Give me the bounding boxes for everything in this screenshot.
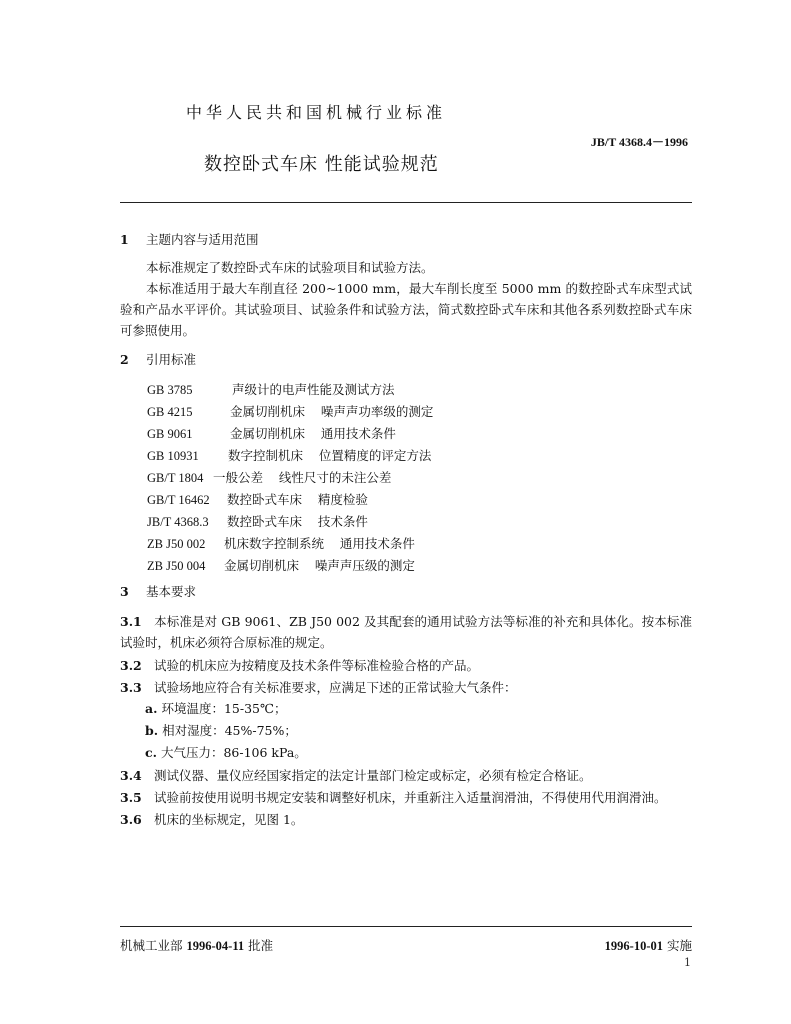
item-text: 大气压力：86-106 kPa。 xyxy=(160,745,307,760)
reference-title: 数字控制机床 位置精度的评定方法 xyxy=(228,448,432,463)
reference-title: 机床数字控制系统 通用技术条件 xyxy=(224,536,415,551)
clause-number: 3.4 xyxy=(120,768,142,783)
implementation-word: 实施 xyxy=(666,938,692,953)
section-number: 2 xyxy=(120,352,129,367)
reference-title: 金属切削机床 噪声声压级的测定 xyxy=(224,558,415,573)
clause-number: 3.3 xyxy=(120,680,142,695)
reference-title: 数控卧式车床 精度检验 xyxy=(227,492,368,507)
section-title: 主题内容与适用范围 xyxy=(146,232,259,247)
section-1-paragraph-2: 本标准适用于最大车削直径 200~1000 mm，最大车削长度至 5000 mm 的数控卧式车床型式试验和产品水平评价。其试验项目、试验条件和试验方法，简式数控卧式车床和其他各系列数控卧式车床可参照使用。 xyxy=(120,281,692,338)
section-title: 基本要求 xyxy=(146,584,197,599)
footer-rule xyxy=(120,926,692,927)
clause-3-4 xyxy=(120,765,692,786)
section-title: 引用标准 xyxy=(146,352,197,367)
item-letter: b. xyxy=(145,723,159,738)
document-title: 数控卧式车床 性能试验规范 xyxy=(204,154,439,175)
implementation-date: 1996-10-01 xyxy=(604,939,663,953)
item-letter: c. xyxy=(145,745,157,760)
organization-heading: 中华人民共和国机械行业标准 xyxy=(186,103,447,122)
clause-number: 3.6 xyxy=(120,812,142,827)
reference-title: 数控卧式车床 技术条件 xyxy=(227,514,368,529)
clause-text: 机床的坐标规定，见图 1。 xyxy=(154,812,304,827)
reference-row xyxy=(147,492,368,508)
reference-code: ZB J50 004 xyxy=(147,559,206,573)
reference-row xyxy=(147,404,433,420)
reference-code: GB 3785 xyxy=(147,383,193,397)
condition-item xyxy=(145,745,307,761)
approver: 机械工业部 xyxy=(120,938,183,953)
condition-item xyxy=(145,701,286,717)
reference-row xyxy=(147,558,415,574)
standard-code: JB/T 4368.4－1996 xyxy=(590,135,688,149)
condition-item xyxy=(145,723,297,739)
clause-text: 本标准是对 GB 9061、ZB J50 002 及其配套的通用试验方法等标准的补充和具体化。按本标准试验时，机床必须符合原标准的规定。 xyxy=(120,614,692,650)
reference-code: GB 10931 xyxy=(147,449,199,463)
implementation-note xyxy=(605,936,692,954)
clause-3-5 xyxy=(120,787,692,808)
reference-code: GB 4215 xyxy=(147,405,193,419)
section-2-heading xyxy=(120,352,196,368)
reference-code: GB 9061 xyxy=(147,427,193,441)
section-number: 3 xyxy=(120,584,129,599)
section-3-heading xyxy=(120,584,196,600)
reference-row xyxy=(147,382,395,398)
reference-title: 一般公差 线性尺寸的未注公差 xyxy=(213,470,392,485)
reference-code: GB/T 16462 xyxy=(147,493,210,507)
header-rule xyxy=(120,202,692,203)
item-letter: a. xyxy=(145,701,158,716)
reference-row xyxy=(147,426,396,442)
reference-row xyxy=(147,536,415,552)
clause-text: 试验的机床应为按精度及技术条件等标准检验合格的产品。 xyxy=(154,658,480,673)
clause-text: 试验场地应符合有关标准要求，应满足下述的正常试验大气条件： xyxy=(154,680,517,695)
clause-3-6 xyxy=(120,809,692,830)
section-number: 1 xyxy=(120,232,129,247)
clause-text: 试验前按使用说明书规定安装和调整好机床，并重新注入适量润滑油，不得使用代用润滑油。 xyxy=(154,790,667,805)
section-1-paragraph-1: 本标准规定了数控卧式车床的试验项目和试验方法。 xyxy=(146,260,434,275)
reference-title: 金属切削机床 噪声声功率级的测定 xyxy=(230,404,434,419)
reference-title: 声级计的电声性能及测试方法 xyxy=(232,382,395,397)
page-number: 1 xyxy=(684,956,691,969)
section-1-heading xyxy=(120,232,259,248)
approval-date: 1996-04-11 xyxy=(186,939,245,953)
item-text: 相对湿度：45%-75%； xyxy=(162,723,297,738)
approval-note xyxy=(120,936,273,954)
clause-3-2 xyxy=(120,655,692,676)
reference-code: GB/T 1804 xyxy=(147,471,204,485)
clause-number: 3.1 xyxy=(120,614,142,629)
clause-number: 3.2 xyxy=(120,658,142,673)
approval-word: 批准 xyxy=(248,938,274,953)
clause-3-3 xyxy=(120,677,692,698)
clause-number: 3.5 xyxy=(120,790,142,805)
reference-code: ZB J50 002 xyxy=(147,537,206,551)
clause-text: 测试仪器、量仪应经国家指定的法定计量部门检定或标定，必须有检定合格证。 xyxy=(154,768,592,783)
reference-row xyxy=(147,470,391,486)
item-text: 环境温度：15-35℃； xyxy=(161,701,287,716)
reference-code: JB/T 4368.3 xyxy=(147,515,209,529)
reference-row xyxy=(147,514,368,530)
clause-3-1 xyxy=(120,611,692,653)
reference-row xyxy=(147,448,431,464)
reference-title: 金属切削机床 通用技术条件 xyxy=(230,426,396,441)
